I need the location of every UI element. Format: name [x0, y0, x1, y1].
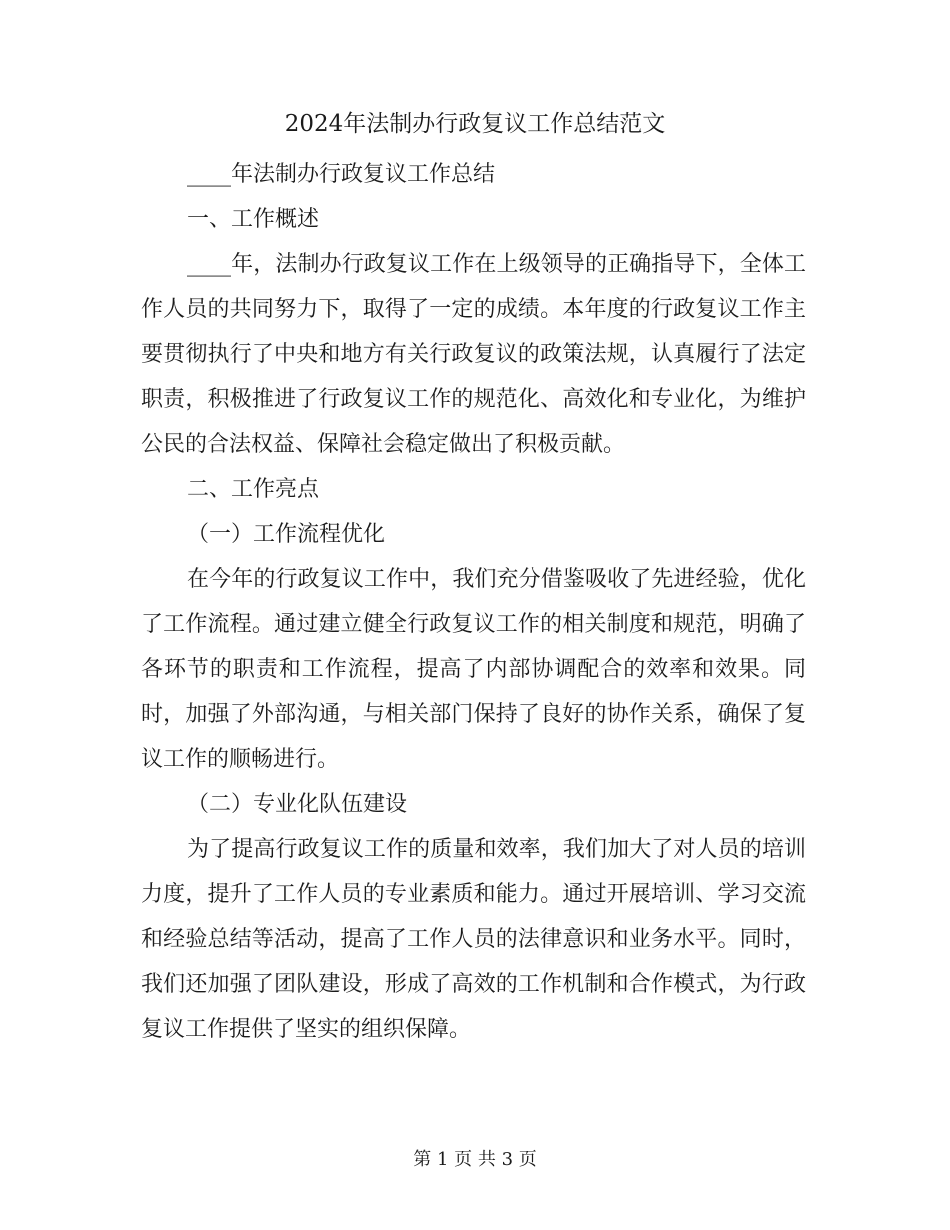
page-number-footer: 第 1 页 共 3 页: [413, 1149, 537, 1170]
team-paragraph: 为了提高行政复议工作的质量和效率，我们加大了对人员的培训力度，提升了工作人员的专业素质和能力。通过开展培训、学习交流和经验总结等活动，提高了工作人员的法律意识和业务水平。同时，我们还加强了团队建设，形成了高效的工作机制和合作模式，为行政复议工作提供了坚实的组织保障。: [141, 837, 806, 1042]
workflow-paragraph: 在今年的行政复议工作中，我们充分借鉴吸收了先进经验，优化了工作流程。通过建立健全行政复议工作的相关制度和规范，明确了各环节的职责和工作流程，提高了内部协调配合的效率和效果。同时，加强了外部沟通，与相关部门保持了良好的协作关系，确保了复议工作的顺畅进行。: [141, 567, 806, 772]
subsection-heading-team: （二）专业化队伍建设: [187, 792, 408, 817]
section-heading-highlights: 二、工作亮点: [187, 477, 320, 502]
section-heading-overview: 一、工作概述: [187, 207, 320, 232]
overview-paragraph: ____年，法制办行政复议工作在上级领导的正确指导下，全体工作人员的共同努力下，取得了一定的成绩。本年度的行政复议工作主要贯彻执行了中央和地方有关行政复议的政策法规，认真履行了法定职责，积极推进了行政复议工作的规范化、高效化和专业化，为维护公民的合法权益、保障社会稳定做出了积极贡献。: [141, 252, 806, 457]
report-subtitle: ____年法制办行政复议工作总结: [187, 162, 496, 187]
document-title: 2024年法制办行政复议工作总结范文: [284, 111, 666, 137]
subsection-heading-workflow: （一）工作流程优化: [187, 522, 386, 547]
document-body: [141, 152, 806, 1052]
